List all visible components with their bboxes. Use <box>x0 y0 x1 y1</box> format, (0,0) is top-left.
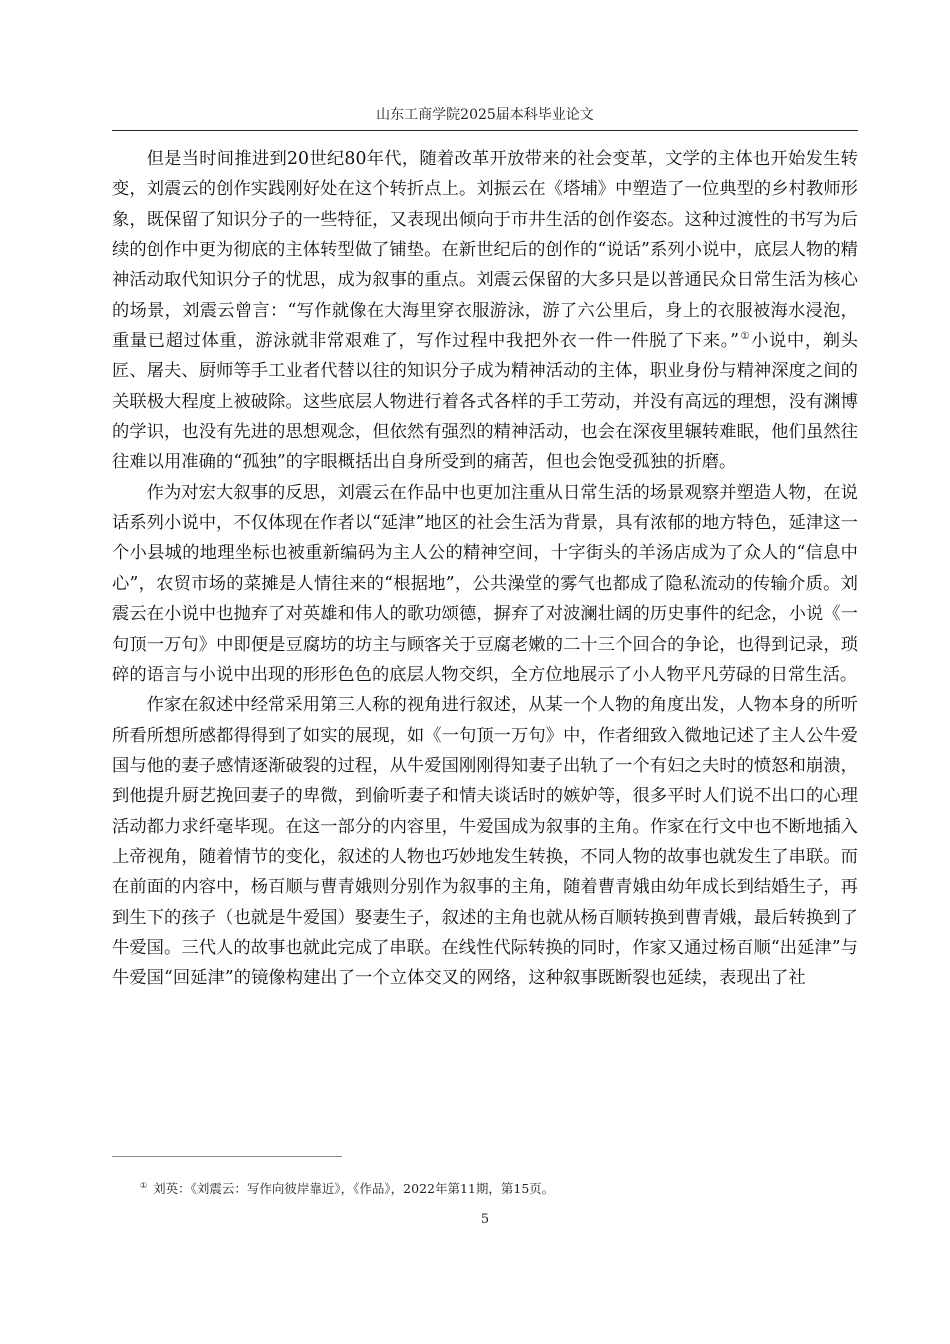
running-header: 山东工商学院2025届本科毕业论文 <box>376 107 594 123</box>
body-text <box>112 144 858 994</box>
footnote-mark: ① <box>140 1180 148 1190</box>
paragraph-3: 作家在叙述中经常采用第三人称的视角进行叙述，从某一个人物的角度出发，人物本身的所听所看所想所感都得得到了如实的展现，如《一句顶一万句》中，作者细致入微地记述了主人公牛爱国与他的妻子感情逐渐破裂的过程，从牛爱国刚刚得知妻子出轨了一个有妇之夫时的愤怒和崩溃，到他提升厨艺挽回妻子的卑微，到偷听妻子和情夫谈话时的嫉妒等，很多平时人们说不出口的心理活动都力求纤毫毕现。在这一部分的内容里，牛爱国成为叙事的主角。作家在行文中也不断地插入上帝视角，随着情节的变化，叙述的人物也巧妙地发生转换，不同人物的故事也就发生了串联。而在前面的内容中，杨百顺与曹青娥则分别作为叙事的主角，随着曹青娥由幼年成长到结婚生子，再到生下的孩子（也就是牛爱国）娶妻生子，叙述的主角也就从杨百顺转换到曹青娥，最后转换到了牛爱国。三代人的故事也就此完成了串联。在线性代际转换的同时，作家又通过杨百顺“出延津”与牛爱国“回延津”的镜像构建出了一个立体交叉的网络，这种叙事既断裂也延续，表现出了社 <box>112 695 858 989</box>
footnote <box>140 1180 858 1198</box>
page-number: 5 <box>480 1212 490 1227</box>
paragraph-1-text-b: 小说中，剃头匠、屠夫、厨师等手工业者代替以往的知识分子成为精神活动的主体，职业身份与精神深度之间的关联极大程度上被破除。这些底层人物进行着各式各样的手工劳动，并没有高远的理想，没有渊博的学识，也没有先进的思想观念，但依然有强烈的精神活动，也会在深夜里辗转难眠，他们虽然往往难以用准确的“孤独”的字眼概括出自身所受到的痛苦，但也会饱受孤独的折磨。 <box>112 331 858 473</box>
paragraph-1 <box>112 144 858 478</box>
footnote-reference[interactable]: ① <box>739 331 751 343</box>
paragraph-2: 作为对宏大叙事的反思，刘震云在作品中也更加注重从日常生活的场景观察并塑造人物，在说话系列小说中，不仅体现在作者以“延津”地区的社会生活为背景，具有浓郁的地方特色，延津这一个小县城的地理坐标也被重新编码为主人公的精神空间，十字街头的羊汤店成为了众人的“信息中心”，农贸市场的菜摊是人情往来的“根据地”，公共澡堂的雾气也都成了隐私流动的传输介质。刘震云在小说中也抛弃了对英雄和伟人的歌功颂德，摒弃了对波澜壮阔的历史事件的纪念，小说《一句顶一万句》中即便是豆腐坊的坊主与顾客关于豆腐老嫩的二十三个回合的争论，也得到记录，琐碎的语言与小说中出现的形形色色的底层人物交织，全方位地展示了小人物平凡劳碌的日常生活。 <box>112 482 858 685</box>
paragraph-1-text-a: 但是当时间推进到20世纪80年代，随着改革开放带来的社会变革，文学的主体也开始发生转变，刘震云的创作实践刚好处在这个转折点上。刘振云在《塔埔》中塑造了一位典型的乡村教师形象，既保留了知识分子的一些特征，又表现出倾向于市井生活的创作姿态。这种过渡性的书写为后续的创作中更为彻底的主体转型做了铺垫。在新世纪后的创作的“说话”系列小说中，底层人物的精神活动取代知识分子的忧思，成为叙事的重点。刘震云保留的大多只是以普通民众日常生活为核心的场景，刘震云曾言：“写作就像在大海里穿衣服游泳，游了六公里后，身上的衣服被海水浸泡，重量已超过体重，游泳就非常艰难了，写作过程中我把外衣一件一件脱了下来。” <box>112 149 858 352</box>
header-rule <box>112 130 858 131</box>
footnote-text: 刘英：《刘震云：写作向彼岸靠近》，《作品》，2022年第11期，第15页。 <box>153 1181 555 1196</box>
footnote-separator <box>112 1156 342 1157</box>
